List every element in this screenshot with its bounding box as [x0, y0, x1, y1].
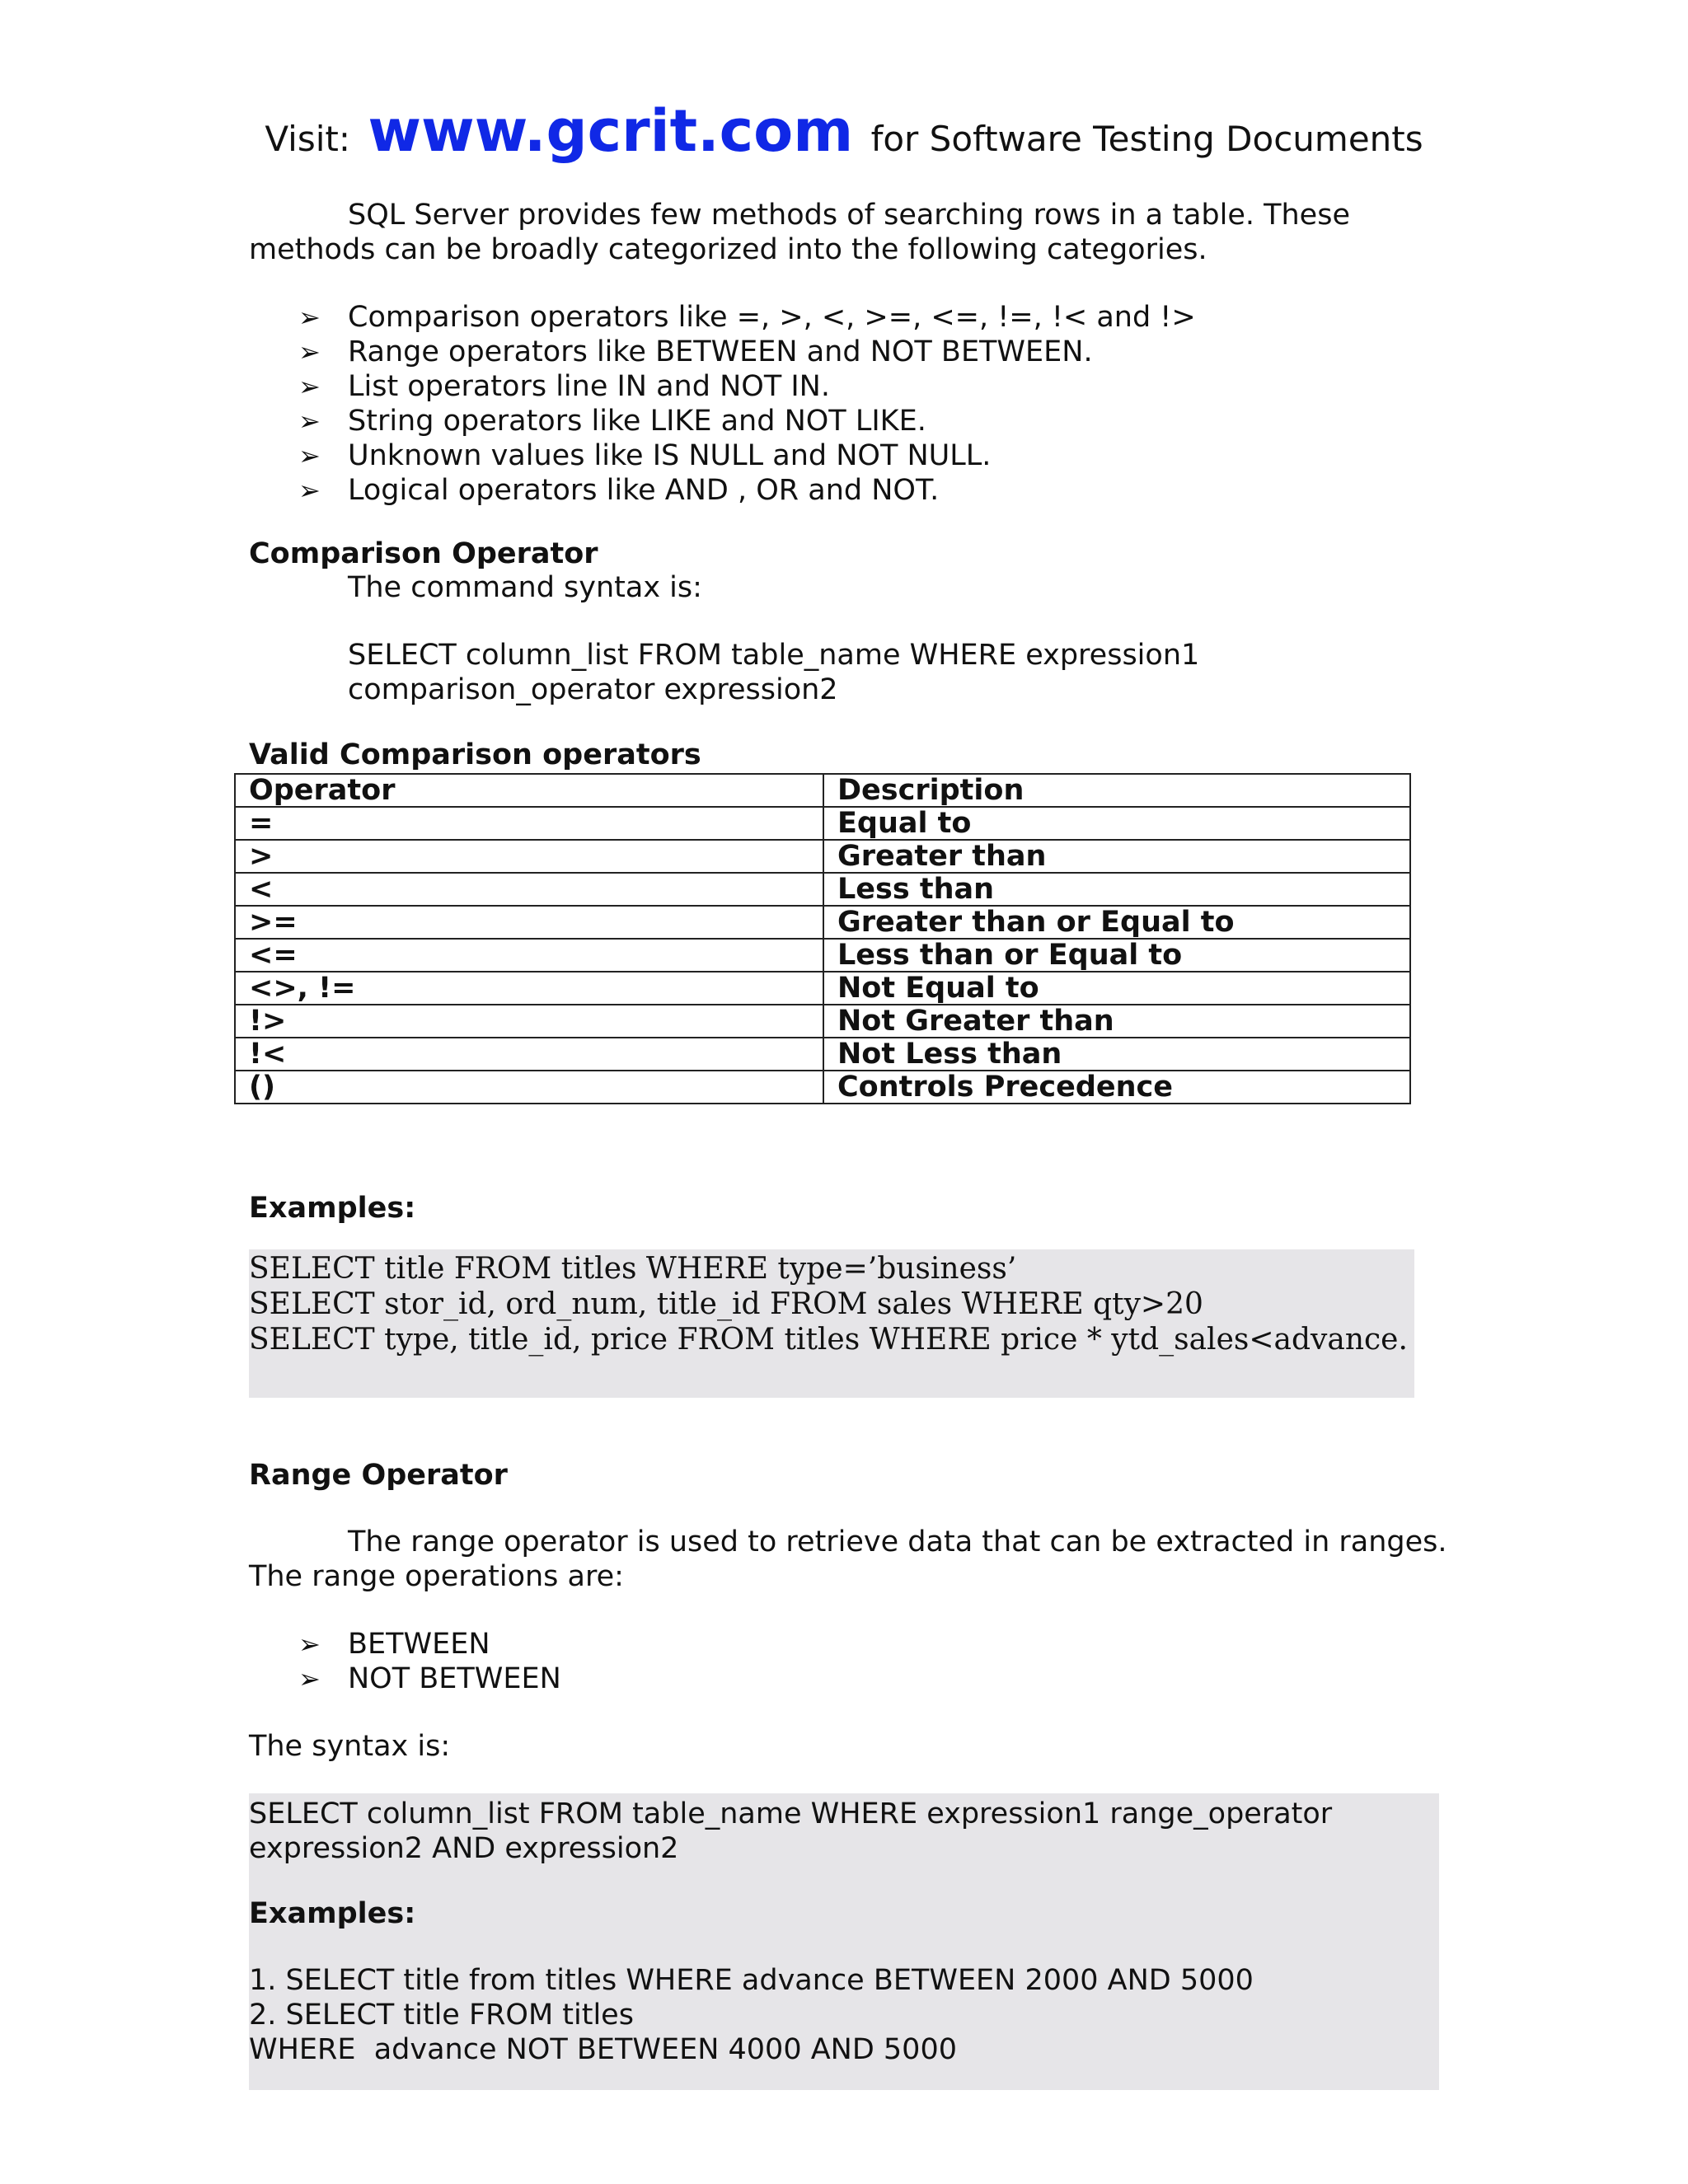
arrowhead-bullet-icon: ➢: [298, 371, 321, 402]
description-cell: Greater than: [823, 840, 1410, 873]
description-cell: Equal to: [823, 807, 1410, 840]
list-item: ➢ Range operators like BETWEEN and NOT BETWEEN.: [298, 335, 1093, 368]
list-item: ➢ String operators like LIKE and NOT LIKE.: [298, 405, 926, 438]
table-row: [235, 873, 1410, 906]
table-row: [235, 1038, 1410, 1071]
table-row: [235, 840, 1410, 873]
header-suffix: for Software Testing Documents: [870, 119, 1423, 159]
range-examples-heading: Examples:: [249, 1897, 416, 1930]
list-item: ➢ Logical operators like AND , OR and NOT.: [298, 474, 940, 507]
example-line: SELECT stor_id, ord_num, title_id FROM sales WHERE qty>20: [249, 1287, 1203, 1321]
table-row: [235, 972, 1410, 1005]
operator-cell: (): [235, 1071, 823, 1104]
range-syntax-label: The syntax is:: [249, 1730, 451, 1763]
list-item: ➢ Comparison operators like =, >, <, >=, <=, !=, !< and !>: [298, 301, 1196, 334]
table-row: [235, 939, 1410, 972]
operator-cell: =: [235, 807, 823, 840]
operators-table: [234, 773, 1411, 1104]
arrowhead-bullet-icon: ➢: [298, 1663, 321, 1694]
range-line-2: The range operations are:: [249, 1560, 624, 1593]
arrowhead-bullet-icon: ➢: [298, 405, 321, 437]
table-row: [235, 1071, 1410, 1104]
description-cell: Not Equal to: [823, 972, 1410, 1005]
description-cell: Not Less than: [823, 1038, 1410, 1071]
range-ops-list: [298, 1627, 561, 1696]
list-item: ➢ NOT BETWEEN: [298, 1662, 561, 1695]
operator-cell: >: [235, 840, 823, 873]
page-header: [0, 97, 1688, 165]
operator-cell: <: [235, 873, 823, 906]
list-item: ➢ BETWEEN: [298, 1628, 490, 1661]
operator-cell: >=: [235, 906, 823, 939]
examples-heading: Examples:: [249, 1192, 416, 1225]
operator-cell: <>, !=: [235, 972, 823, 1005]
table-header-row: [235, 774, 1410, 807]
list-item: ➢ Unknown values like IS NULL and NOT NULL.: [298, 439, 992, 472]
site-link[interactable]: www.gcrit.com: [368, 97, 854, 165]
range-syntax-line-2: expression2 AND expression2: [249, 1832, 679, 1865]
description-cell: Not Greater than: [823, 1005, 1410, 1038]
range-example-line: 2. SELECT title FROM titles: [249, 1999, 634, 2032]
arrowhead-bullet-icon: ➢: [298, 475, 321, 506]
categories-list: [298, 300, 1196, 508]
range-syntax-line-1: SELECT column_list FROM table_name WHERE expression1 range_operator: [249, 1797, 1333, 1830]
syntax-label: The command syntax is:: [348, 571, 702, 604]
intro-line-1: SQL Server provides few methods of searching rows in a table. These: [348, 199, 1350, 232]
table-row: [235, 906, 1410, 939]
table-row: [235, 807, 1410, 840]
table-row: [235, 1005, 1410, 1038]
description-cell: Controls Precedence: [823, 1071, 1410, 1104]
arrowhead-bullet-icon: ➢: [298, 440, 321, 471]
example-line: SELECT type, title_id, price FROM titles WHERE price * ytd_sales<advance.: [249, 1323, 1408, 1357]
syntax-line-1: SELECT column_list FROM table_name WHERE expression1: [348, 639, 1200, 672]
column-header: Operator: [235, 774, 823, 807]
range-heading: Range Operator: [249, 1459, 508, 1492]
description-cell: Less than: [823, 873, 1410, 906]
syntax-line-2: comparison_operator expression2: [348, 673, 838, 706]
list-item: ➢ List operators line IN and NOT IN.: [298, 370, 830, 403]
intro-paragraph: [249, 198, 1688, 267]
range-example-line: 1. SELECT title from titles WHERE advance BETWEEN 2000 AND 5000: [249, 1964, 1254, 1997]
description-cell: Greater than or Equal to: [823, 906, 1410, 939]
operator-cell: <=: [235, 939, 823, 972]
description-cell: Less than or Equal to: [823, 939, 1410, 972]
arrowhead-bullet-icon: ➢: [298, 1629, 321, 1660]
intro-line-2: methods can be broadly categorized into the following categories.: [249, 233, 1207, 266]
range-line-1: The range operator is used to retrieve data that can be extracted in ranges.: [348, 1526, 1447, 1558]
operator-cell: !>: [235, 1005, 823, 1038]
range-paragraph: [249, 1525, 1688, 1594]
range-example-line: WHERE advance NOT BETWEEN 4000 AND 5000: [249, 2033, 957, 2066]
operator-cell: !<: [235, 1038, 823, 1071]
header-visit: Visit:: [265, 119, 351, 159]
comparison-heading: Comparison Operator: [249, 537, 598, 570]
example-line: SELECT title FROM titles WHERE type=’business’: [249, 1252, 1017, 1286]
arrowhead-bullet-icon: ➢: [298, 336, 321, 368]
column-header: Description: [823, 774, 1410, 807]
arrowhead-bullet-icon: ➢: [298, 302, 321, 333]
valid-ops-heading: Valid Comparison operators: [249, 738, 701, 771]
